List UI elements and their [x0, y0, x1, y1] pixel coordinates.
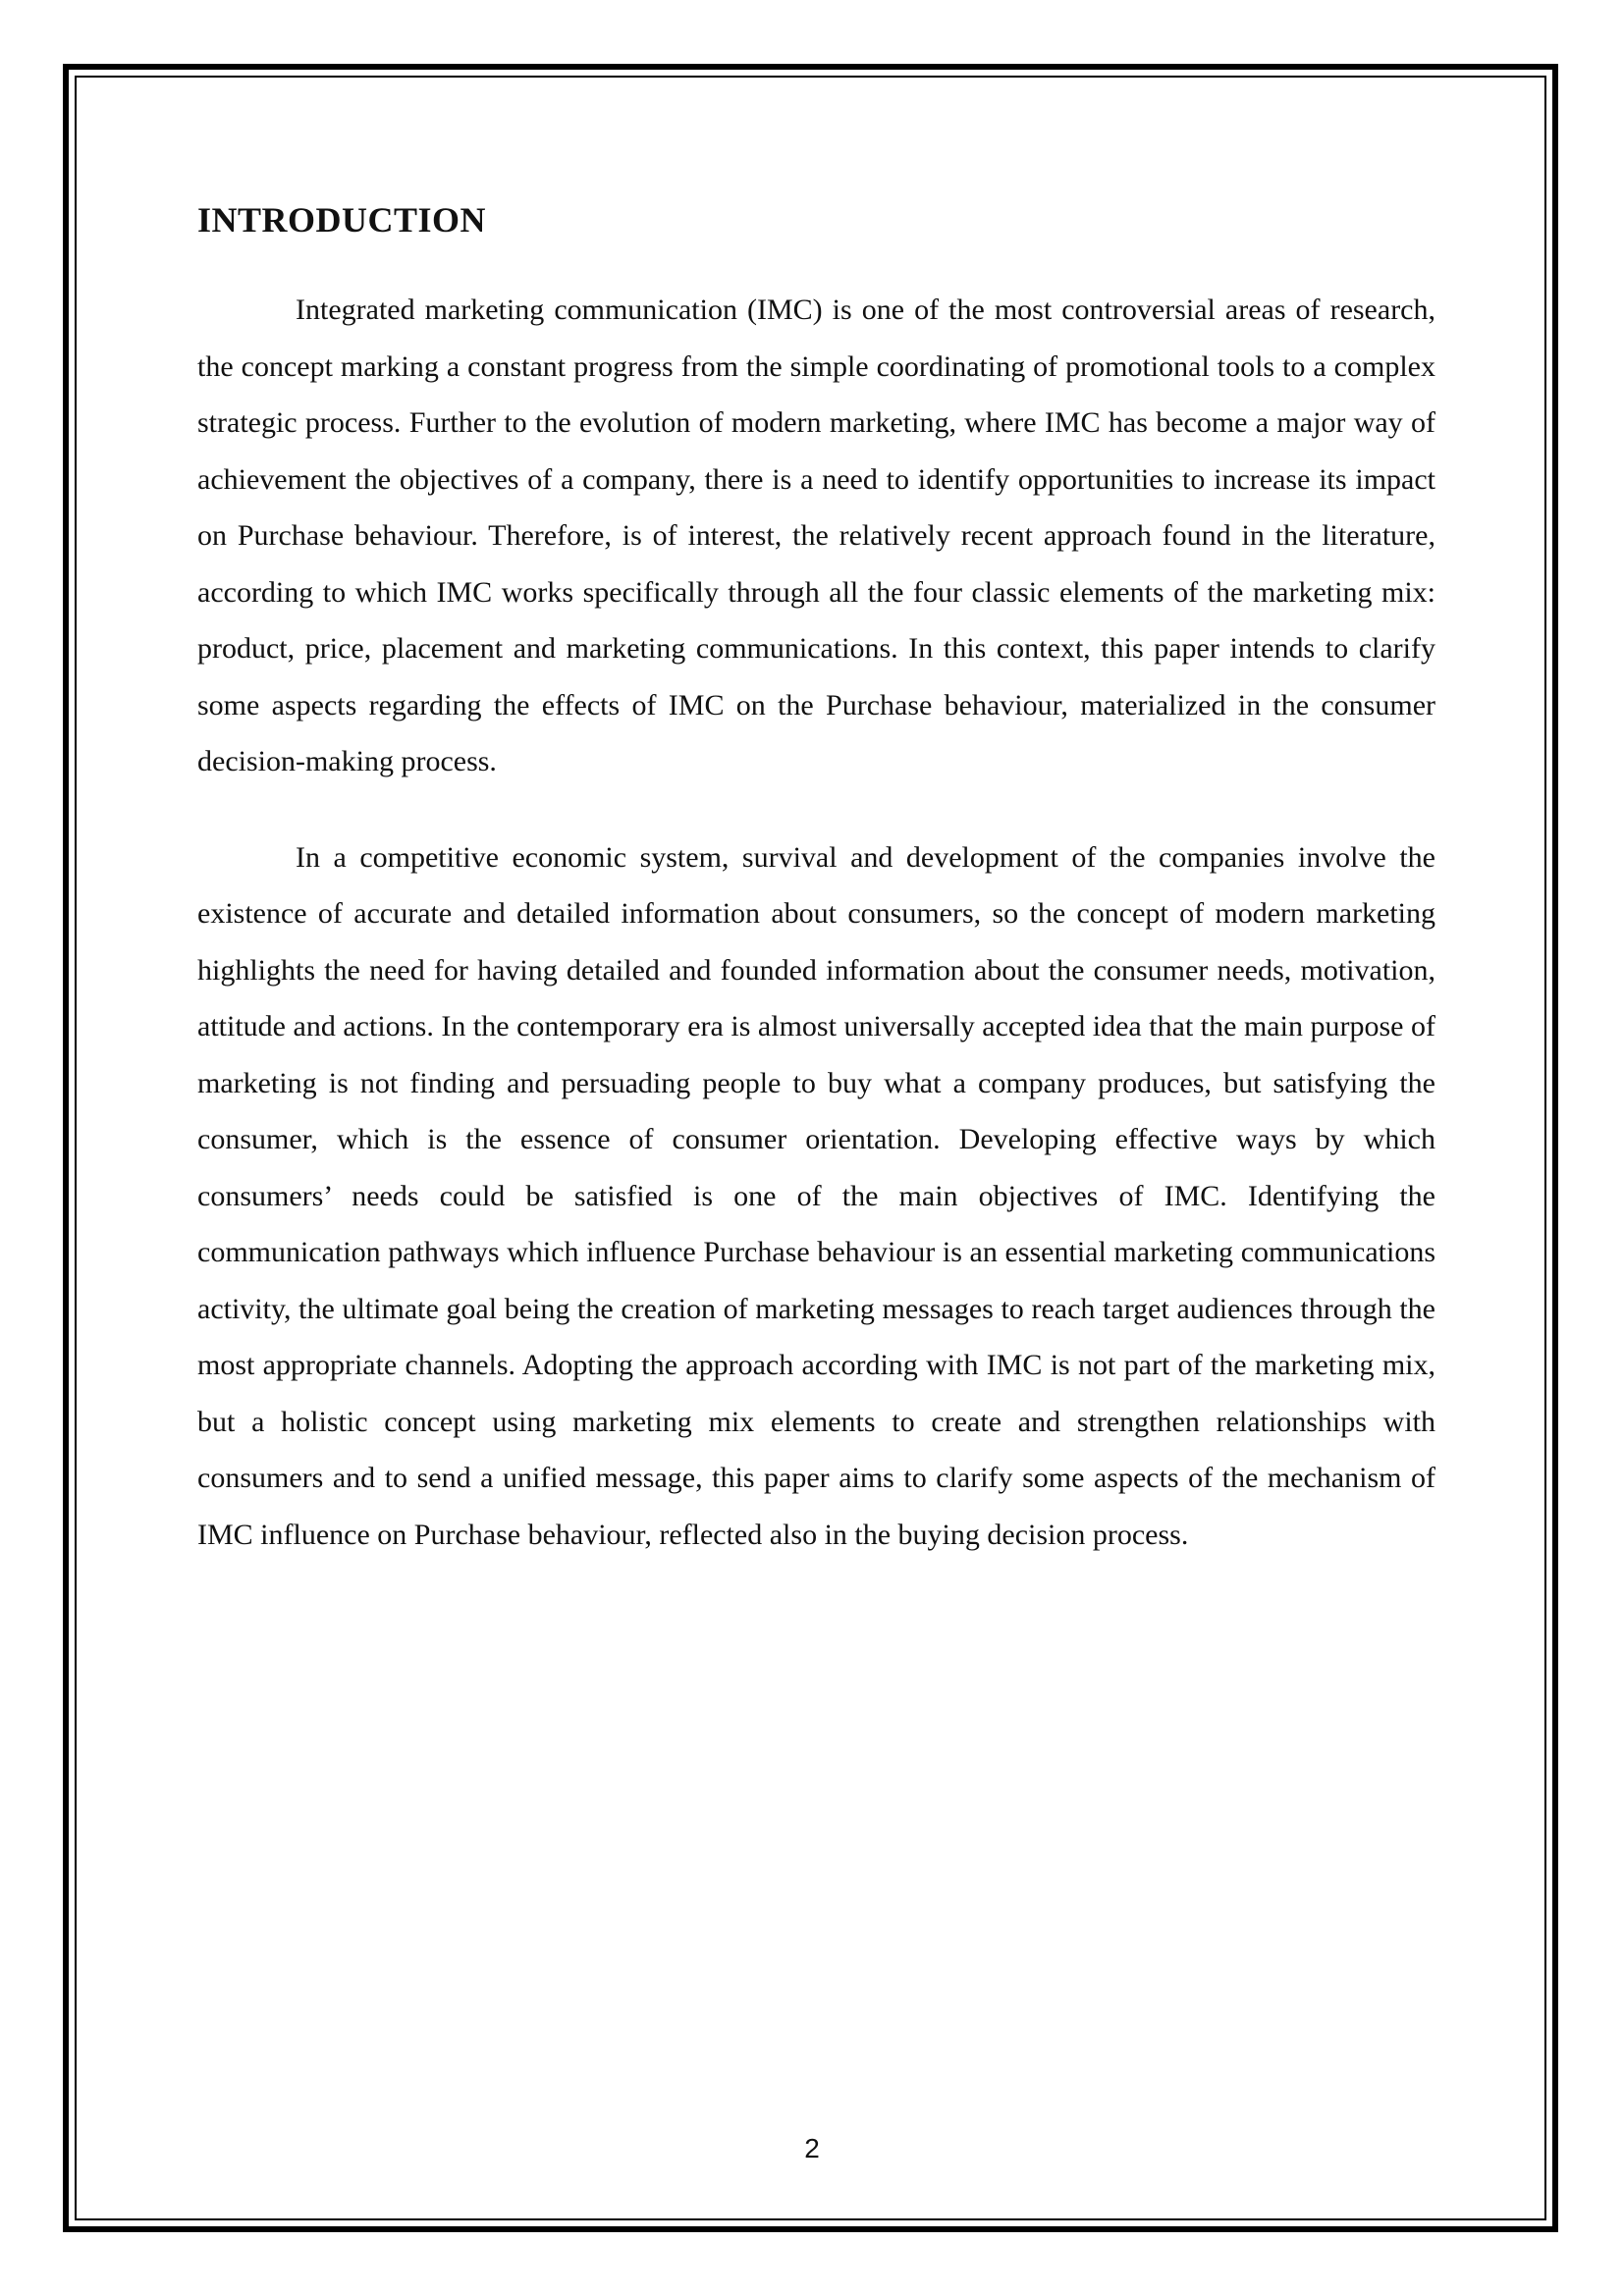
- page-number: 2: [804, 2133, 820, 2163]
- paragraph-2: In a competitive economic system, survival and development of the companies involve the existence of accurate and detailed information about consumers, so the concept of modern marketing highlights the need for having detailed and founded information about the consumer needs, motivation, attitude and actions. In the contemporary era is almost universally accepted idea that the main purpose of marketing is not finding and persuading people to buy what a company produces, but satisfying the consumer, which is the essence of consumer orientation. Developing effective ways by which consumers’ needs could be satisfied is one of the main objectives of IMC. Identifying the communication pathways which influence Purchase behaviour is an essential marketing communications activity, the ultimate goal being the creation of marketing messages to reach target audiences through the most appropriate channels. Adopting the approach according with IMC is not part of the marketing mix, but a holistic concept using marketing mix elements to create and strengthen relationships with consumers and to send a unified message, this paper aims to clarify some aspects of the mechanism of IMC influence on Purchase behaviour, reflected also in the buying decision process.: [197, 840, 1435, 1551]
- paragraph-1: Integrated marketing communication (IMC) is one of the most controversial areas of research, the concept marking a constant progress from the simple coordinating of promotional tools to a complex strategic process. Further to the evolution of modern marketing, where IMC has become a major way of achievement the objectives of a company, there is a need to identify opportunities to increase its impact on Purchase behaviour. Therefore, is of interest, the relatively recent approach found in the literature, according to which IMC works specifically through all the four classic elements of the marketing mix: product, price, placement and marketing communications. In this context, this paper intends to clarify some aspects regarding the effects of IMC on the Purchase behaviour, materialized in the consumer decision-making process.: [197, 294, 1435, 777]
- section-heading: INTRODUCTION: [197, 200, 487, 240]
- page-content: [197, 191, 1435, 1563]
